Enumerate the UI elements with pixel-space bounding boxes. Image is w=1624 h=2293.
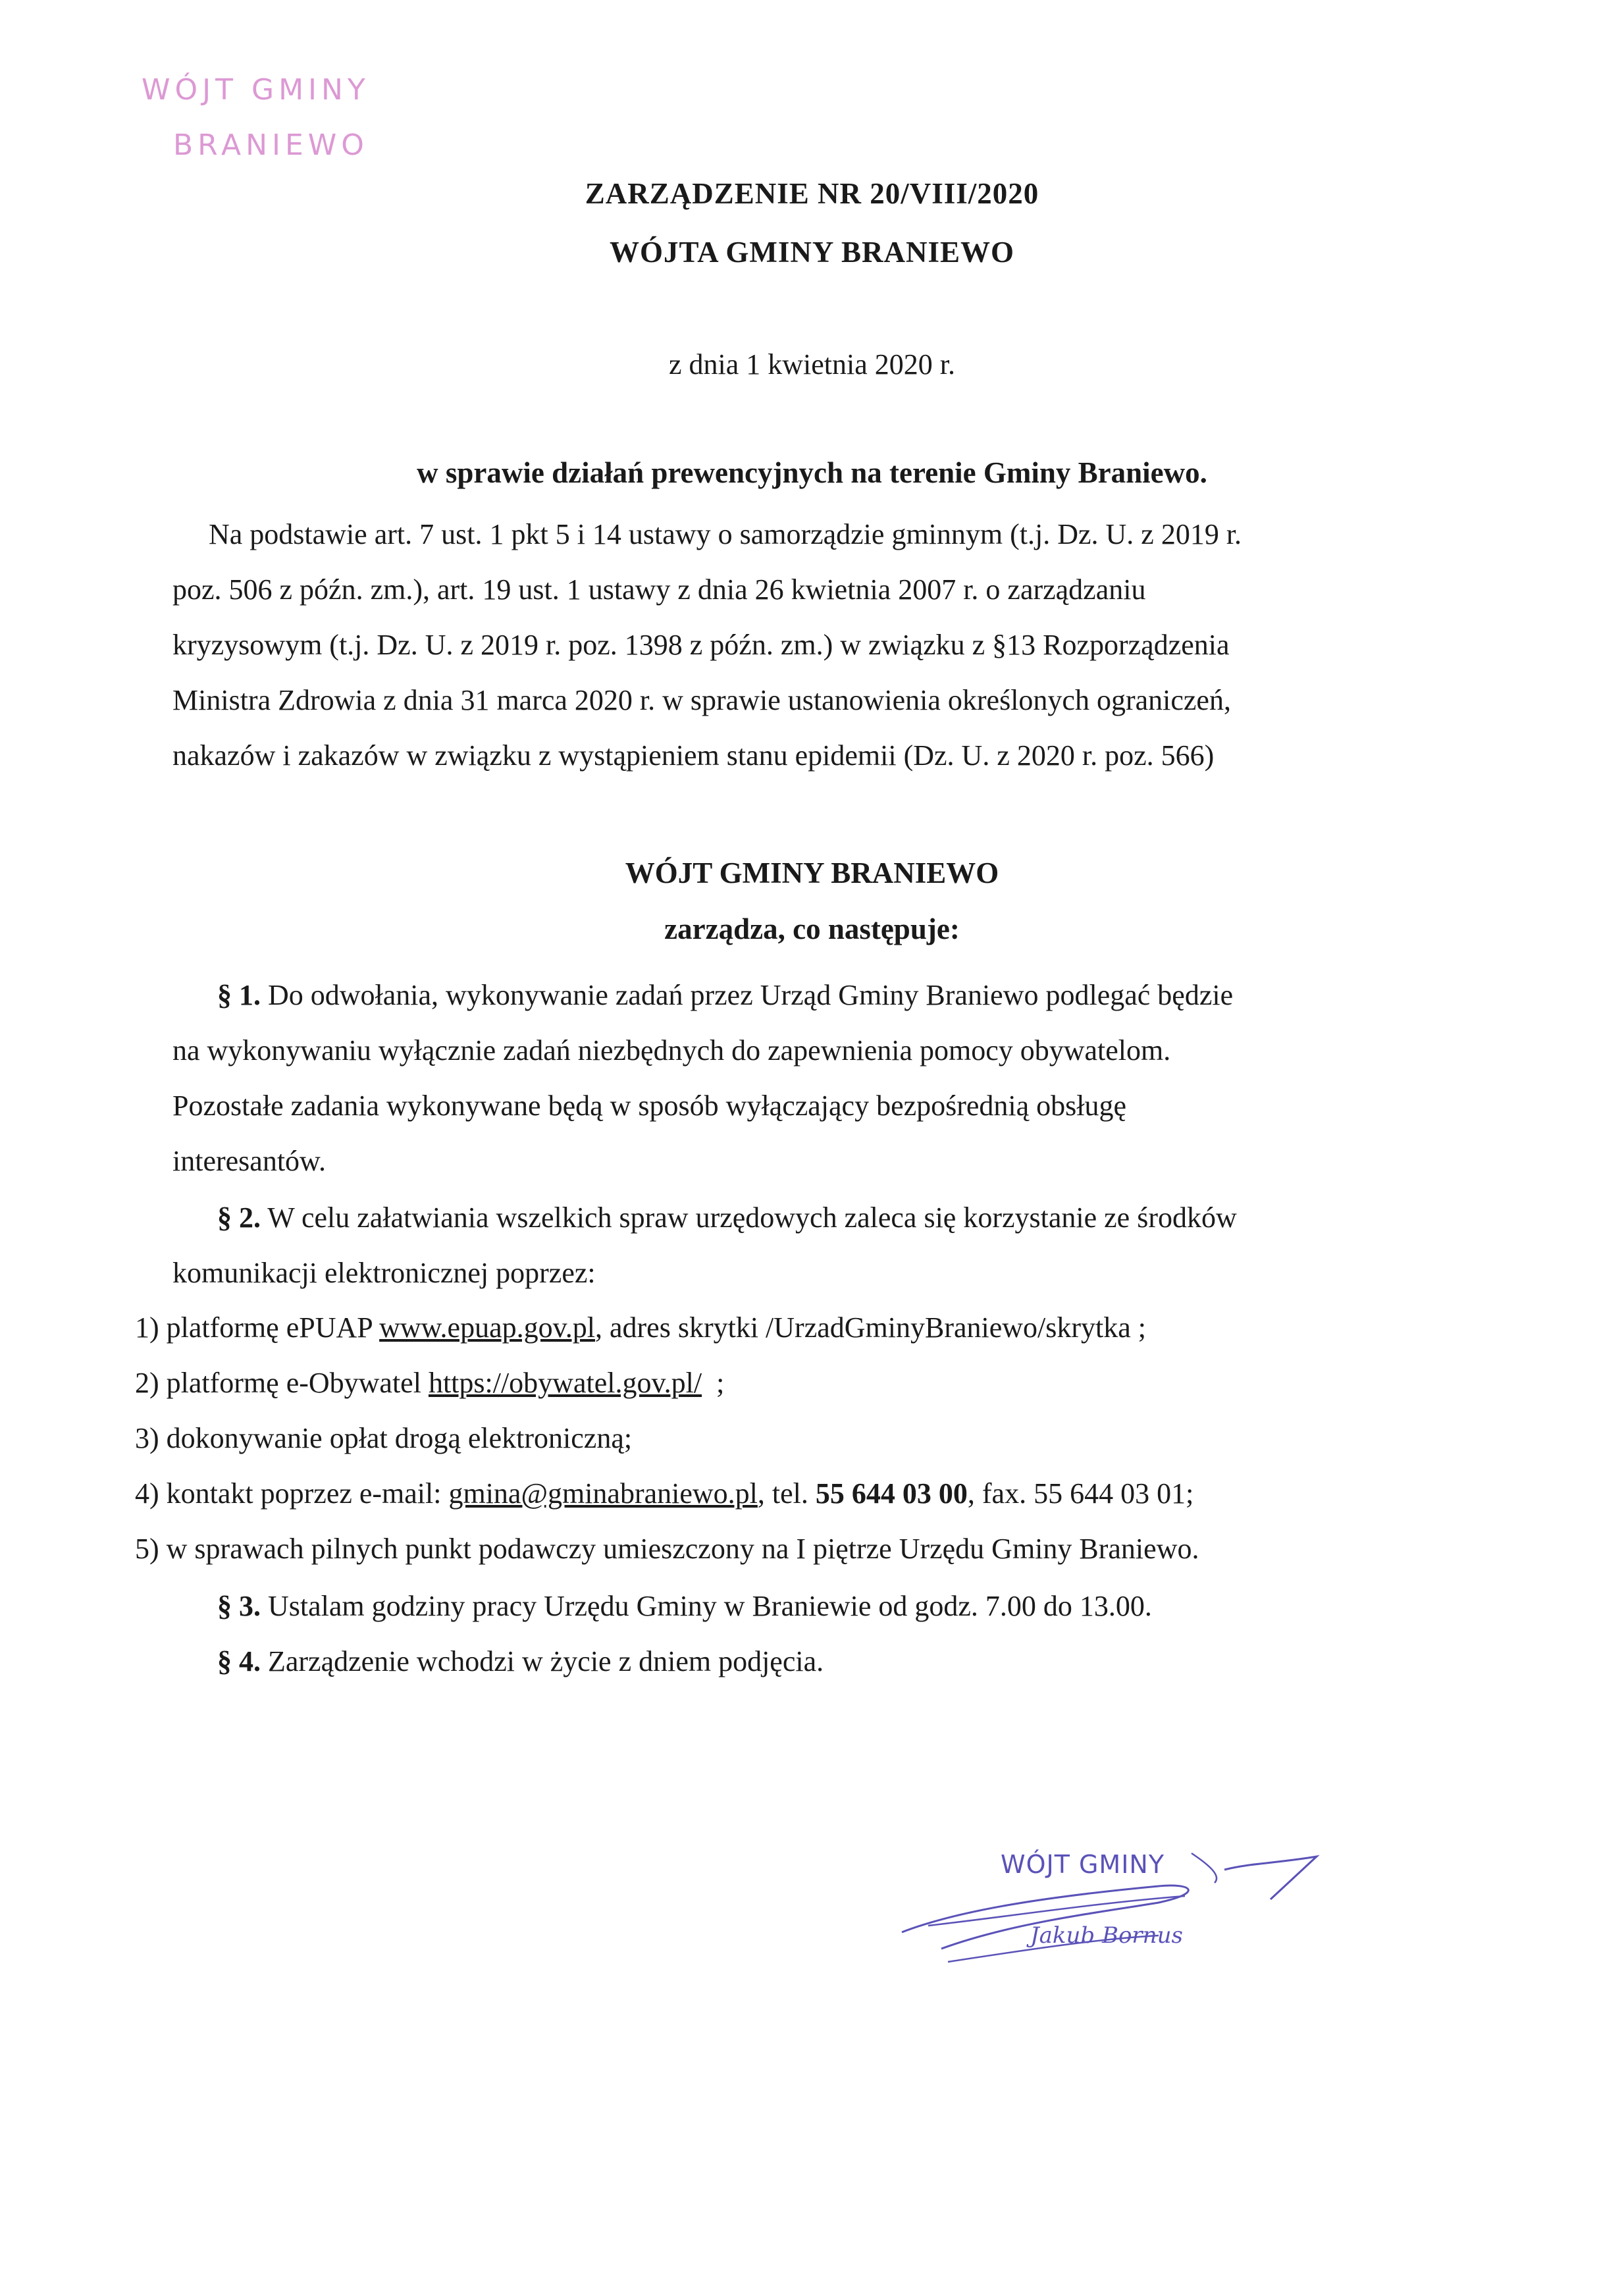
paragraph-mark: § 1. bbox=[217, 979, 261, 1011]
paragraph-text: Zarządzenie wchodzi w życie z dniem podjęcia. bbox=[268, 1645, 824, 1677]
closing-paragraphs bbox=[217, 1579, 1402, 1689]
list-item: 3) dokonywanie opłat drogą elektroniczną; bbox=[135, 1422, 633, 1454]
list-item: 5) w sprawach pilnych punkt podawczy umieszczony na I piętrze Urzędu Gminy Braniewo. bbox=[135, 1533, 1199, 1565]
contact-list bbox=[135, 1300, 1419, 1577]
document-issuer: WÓJTA GMINY BRANIEWO bbox=[609, 236, 1015, 269]
decree-subheading: zarządza, co następuje: bbox=[664, 912, 960, 945]
paragraph-mark: § 4. bbox=[217, 1645, 261, 1677]
legal-basis-line: poz. 506 z późn. zm.), art. 19 ust. 1 ustawy z dnia 26 kwietnia 2007 r. o zarządzaniu bbox=[172, 573, 1146, 606]
list-item-text: ; bbox=[702, 1367, 725, 1399]
paragraph-line bbox=[172, 1190, 1409, 1246]
paragraph-text: Do odwołania, wykonywanie zadań przez Urząd Gminy Braniewo podlegać będzie bbox=[268, 979, 1234, 1011]
list-item bbox=[135, 1356, 1419, 1411]
list-item-text: 1) platformę ePUAP bbox=[135, 1311, 380, 1344]
obywatel-link[interactable]: https://obywatel.gov.pl/ bbox=[428, 1367, 702, 1399]
list-item-text: 2) platformę e-Obywatel bbox=[135, 1367, 429, 1399]
epuap-link[interactable]: www.epuap.gov.pl bbox=[379, 1311, 595, 1344]
list-item-text: , tel. bbox=[757, 1477, 816, 1510]
document-title: ZARZĄDZENIE NR 20/VIII/2020 bbox=[585, 177, 1039, 210]
legal-basis-line: Na podstawie art. 7 ust. 1 pkt 5 i 14 ustawy o samorządzie gminnym (t.j. Dz. U. z 2019 r. bbox=[209, 518, 1242, 550]
signature-block bbox=[882, 1830, 1382, 2001]
legal-basis-line: kryzysowym (t.j. Dz. U. z 2019 r. poz. 1398 z późn. zm.) w związku z §13 Rozporządzenia bbox=[172, 629, 1230, 661]
document-subject: w sprawie działań prewencyjnych na terenie Gminy Braniewo. bbox=[417, 456, 1207, 489]
paragraph-text: W celu załatwiania wszelkich spraw urzędowych zaleca się korzystanie ze środków bbox=[267, 1201, 1237, 1234]
paragraph-line: na wykonywaniu wyłącznie zadań niezbędnych do zapewnienia pomocy obywatelom. bbox=[172, 1034, 1171, 1067]
office-stamp bbox=[142, 63, 370, 173]
stamp-line-2: BRANIEWO bbox=[173, 128, 369, 162]
stamp-line-1: WÓJT GMINY bbox=[142, 73, 370, 107]
paragraph-1 bbox=[172, 968, 1409, 1189]
phone-number: 55 644 03 00 bbox=[815, 1477, 968, 1510]
decree-heading: WÓJT GMINY BRANIEWO bbox=[625, 857, 999, 889]
signature-title: WÓJT GMINY bbox=[1001, 1850, 1165, 1879]
list-item bbox=[135, 1300, 1419, 1356]
paragraph-line: interesantów. bbox=[172, 1145, 326, 1177]
list-item-text: , fax. 55 644 03 01; bbox=[967, 1477, 1194, 1510]
document-date: z dnia 1 kwietnia 2020 r. bbox=[668, 348, 955, 381]
email-link[interactable]: gmina@gminabraniewo.pl bbox=[448, 1477, 758, 1510]
paragraph-line bbox=[172, 968, 1409, 1023]
legal-basis-line: nakazów i zakazów w związku z wystąpieniem stanu epidemii (Dz. U. z 2020 r. poz. 566) bbox=[172, 739, 1215, 772]
paragraph-4 bbox=[217, 1634, 1402, 1689]
list-item bbox=[135, 1466, 1419, 1521]
paragraph-mark: § 2. bbox=[217, 1201, 261, 1234]
paragraph-text: Ustalam godziny pracy Urzędu Gminy w Braniewie od godz. 7.00 do 13.00. bbox=[268, 1590, 1152, 1622]
paragraph-2 bbox=[172, 1190, 1409, 1301]
paragraph-3 bbox=[217, 1579, 1402, 1634]
paragraph-line: komunikacji elektronicznej poprzez: bbox=[172, 1257, 596, 1289]
legal-basis-line: Ministra Zdrowia z dnia 31 marca 2020 r. w sprawie ustanowienia określonych ograniczeń, bbox=[172, 684, 1231, 716]
list-item-text: , adres skrytki /UrzadGminyBraniewo/skrytka ; bbox=[594, 1311, 1147, 1344]
paragraph-mark: § 3. bbox=[217, 1590, 261, 1622]
paragraph-line: Pozostałe zadania wykonywane będą w sposób wyłączający bezpośrednią obsługę bbox=[172, 1090, 1127, 1122]
signature-name: Jakub Bornus bbox=[1030, 1922, 1183, 1949]
legal-basis bbox=[172, 507, 1409, 783]
list-item-text: 4) kontakt poprzez e-mail: bbox=[135, 1477, 449, 1510]
